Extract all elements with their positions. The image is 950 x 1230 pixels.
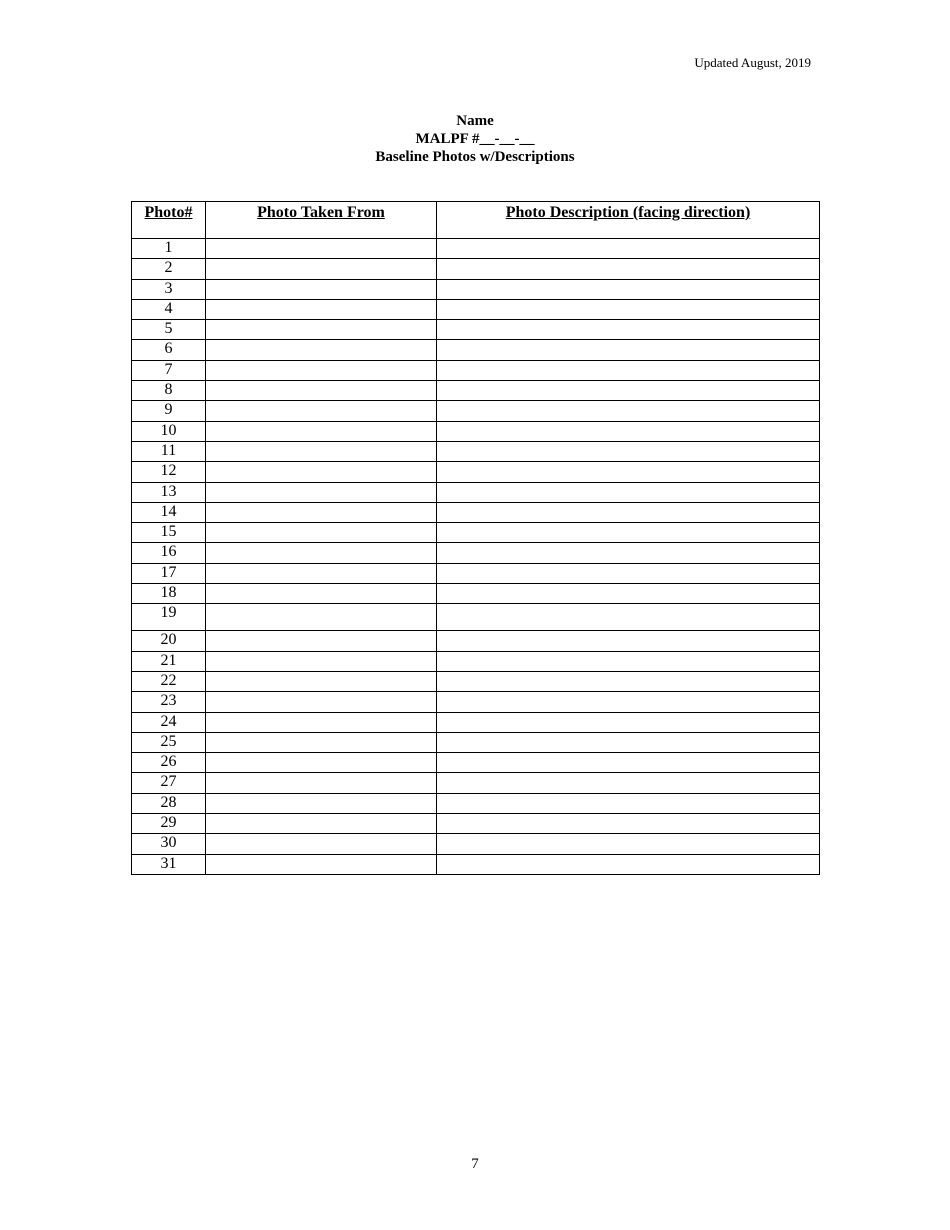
photo-number-cell: 21 bbox=[132, 651, 206, 671]
photo-number-cell: 9 bbox=[132, 401, 206, 421]
photo-description-cell[interactable] bbox=[437, 441, 820, 461]
table-row bbox=[132, 563, 820, 583]
photo-number-cell: 24 bbox=[132, 712, 206, 732]
table-row bbox=[132, 773, 820, 793]
photo-description-cell[interactable] bbox=[437, 401, 820, 421]
photo-taken-from-cell[interactable] bbox=[206, 712, 437, 732]
photo-table bbox=[131, 201, 820, 875]
table-row bbox=[132, 631, 820, 651]
photo-description-cell[interactable] bbox=[437, 712, 820, 732]
title-block bbox=[0, 112, 950, 166]
photo-description-cell[interactable] bbox=[437, 259, 820, 279]
photo-description-cell[interactable] bbox=[437, 732, 820, 752]
photo-taken-from-cell[interactable] bbox=[206, 381, 437, 401]
table-row bbox=[132, 523, 820, 543]
photo-description-cell[interactable] bbox=[437, 604, 820, 631]
photo-number-cell: 31 bbox=[132, 854, 206, 874]
table-row bbox=[132, 320, 820, 340]
photo-number-cell: 30 bbox=[132, 834, 206, 854]
photo-taken-from-cell[interactable] bbox=[206, 320, 437, 340]
title-malpf-number: MALPF #__-__-__ bbox=[415, 131, 535, 147]
photo-taken-from-cell[interactable] bbox=[206, 631, 437, 651]
photo-description-cell[interactable] bbox=[437, 543, 820, 563]
photo-description-cell[interactable] bbox=[437, 671, 820, 691]
photo-description-cell[interactable] bbox=[437, 651, 820, 671]
photo-taken-from-cell[interactable] bbox=[206, 340, 437, 360]
photo-description-cell[interactable] bbox=[437, 360, 820, 380]
table-row bbox=[132, 421, 820, 441]
photo-number-cell: 1 bbox=[132, 239, 206, 259]
photo-number-cell: 16 bbox=[132, 543, 206, 563]
photo-taken-from-cell[interactable] bbox=[206, 793, 437, 813]
photo-number-cell: 4 bbox=[132, 299, 206, 319]
table-row bbox=[132, 381, 820, 401]
photo-description-cell[interactable] bbox=[437, 299, 820, 319]
photo-taken-from-cell[interactable] bbox=[206, 279, 437, 299]
photo-taken-from-cell[interactable] bbox=[206, 814, 437, 834]
table-row bbox=[132, 753, 820, 773]
photo-number-cell: 27 bbox=[132, 773, 206, 793]
table-row bbox=[132, 360, 820, 380]
photo-number-cell: 23 bbox=[132, 692, 206, 712]
updated-date: Updated August, 2019 bbox=[694, 55, 811, 70]
table-row bbox=[132, 441, 820, 461]
photo-number-cell: 6 bbox=[132, 340, 206, 360]
photo-number-cell: 17 bbox=[132, 563, 206, 583]
table-row bbox=[132, 793, 820, 813]
photo-taken-from-cell[interactable] bbox=[206, 523, 437, 543]
table-row bbox=[132, 692, 820, 712]
photo-description-cell[interactable] bbox=[437, 482, 820, 502]
photo-taken-from-cell[interactable] bbox=[206, 563, 437, 583]
table-row bbox=[132, 604, 820, 631]
photo-taken-from-cell[interactable] bbox=[206, 360, 437, 380]
photo-taken-from-cell[interactable] bbox=[206, 854, 437, 874]
photo-number-cell: 11 bbox=[132, 441, 206, 461]
photo-description-cell[interactable] bbox=[437, 320, 820, 340]
header-photo-taken-from: Photo Taken From bbox=[206, 202, 437, 239]
table-row bbox=[132, 502, 820, 522]
photo-taken-from-cell[interactable] bbox=[206, 401, 437, 421]
photo-taken-from-cell[interactable] bbox=[206, 502, 437, 522]
photo-taken-from-cell[interactable] bbox=[206, 753, 437, 773]
table-row bbox=[132, 712, 820, 732]
photo-taken-from-cell[interactable] bbox=[206, 239, 437, 259]
table-row bbox=[132, 239, 820, 259]
photo-taken-from-cell[interactable] bbox=[206, 692, 437, 712]
table-row bbox=[132, 814, 820, 834]
photo-description-cell[interactable] bbox=[437, 834, 820, 854]
photo-taken-from-cell[interactable] bbox=[206, 732, 437, 752]
photo-taken-from-cell[interactable] bbox=[206, 834, 437, 854]
photo-number-cell: 29 bbox=[132, 814, 206, 834]
page-number: 7 bbox=[471, 1156, 479, 1172]
table-row bbox=[132, 340, 820, 360]
photo-number-cell: 28 bbox=[132, 793, 206, 813]
table-row bbox=[132, 854, 820, 874]
photo-description-cell[interactable] bbox=[437, 340, 820, 360]
photo-description-cell[interactable] bbox=[437, 854, 820, 874]
table-row bbox=[132, 279, 820, 299]
photo-taken-from-cell[interactable] bbox=[206, 584, 437, 604]
photo-number-cell: 25 bbox=[132, 732, 206, 752]
table-row bbox=[132, 671, 820, 691]
photo-number-cell: 10 bbox=[132, 421, 206, 441]
table-row bbox=[132, 584, 820, 604]
table-row bbox=[132, 401, 820, 421]
photo-number-cell: 3 bbox=[132, 279, 206, 299]
table-row bbox=[132, 462, 820, 482]
table-body bbox=[132, 239, 820, 875]
table-header-row bbox=[132, 202, 820, 239]
table-row bbox=[132, 732, 820, 752]
photo-number-cell: 2 bbox=[132, 259, 206, 279]
photo-taken-from-cell[interactable] bbox=[206, 299, 437, 319]
photo-description-cell[interactable] bbox=[437, 421, 820, 441]
photo-description-cell[interactable] bbox=[437, 563, 820, 583]
photo-number-cell: 5 bbox=[132, 320, 206, 340]
photo-description-cell[interactable] bbox=[437, 753, 820, 773]
photo-taken-from-cell[interactable] bbox=[206, 671, 437, 691]
photo-number-cell: 15 bbox=[132, 523, 206, 543]
table-row bbox=[132, 259, 820, 279]
photo-taken-from-cell[interactable] bbox=[206, 543, 437, 563]
header-photo-number: Photo# bbox=[132, 202, 206, 239]
photo-description-cell[interactable] bbox=[437, 814, 820, 834]
photo-description-cell[interactable] bbox=[437, 692, 820, 712]
table-row bbox=[132, 834, 820, 854]
table-row bbox=[132, 543, 820, 563]
header-photo-description: Photo Description (facing direction) bbox=[437, 202, 820, 239]
title-name: Name bbox=[456, 113, 494, 129]
photo-description-cell[interactable] bbox=[437, 381, 820, 401]
photo-taken-from-cell[interactable] bbox=[206, 421, 437, 441]
photo-taken-from-cell[interactable] bbox=[206, 441, 437, 461]
photo-taken-from-cell[interactable] bbox=[206, 259, 437, 279]
table-row bbox=[132, 651, 820, 671]
photo-number-cell: 14 bbox=[132, 502, 206, 522]
photo-number-cell: 12 bbox=[132, 462, 206, 482]
photo-description-cell[interactable] bbox=[437, 523, 820, 543]
photo-taken-from-cell[interactable] bbox=[206, 482, 437, 502]
photo-taken-from-cell[interactable] bbox=[206, 462, 437, 482]
photo-description-cell[interactable] bbox=[437, 239, 820, 259]
photo-number-cell: 19 bbox=[132, 604, 206, 631]
photo-number-cell: 8 bbox=[132, 381, 206, 401]
photo-number-cell: 7 bbox=[132, 360, 206, 380]
photo-number-cell: 26 bbox=[132, 753, 206, 773]
photo-description-cell[interactable] bbox=[437, 279, 820, 299]
title-subtitle: Baseline Photos w/Descriptions bbox=[375, 149, 575, 165]
table-row bbox=[132, 482, 820, 502]
photo-description-cell[interactable] bbox=[437, 462, 820, 482]
photo-description-cell[interactable] bbox=[437, 502, 820, 522]
photo-taken-from-cell[interactable] bbox=[206, 773, 437, 793]
photo-description-cell[interactable] bbox=[437, 793, 820, 813]
photo-description-cell[interactable] bbox=[437, 773, 820, 793]
photo-number-cell: 13 bbox=[132, 482, 206, 502]
photo-description-cell[interactable] bbox=[437, 631, 820, 651]
photo-taken-from-cell[interactable] bbox=[206, 651, 437, 671]
photo-number-cell: 18 bbox=[132, 584, 206, 604]
photo-taken-from-cell[interactable] bbox=[206, 604, 437, 631]
table-row bbox=[132, 299, 820, 319]
photo-description-cell[interactable] bbox=[437, 584, 820, 604]
photo-number-cell: 22 bbox=[132, 671, 206, 691]
photo-number-cell: 20 bbox=[132, 631, 206, 651]
